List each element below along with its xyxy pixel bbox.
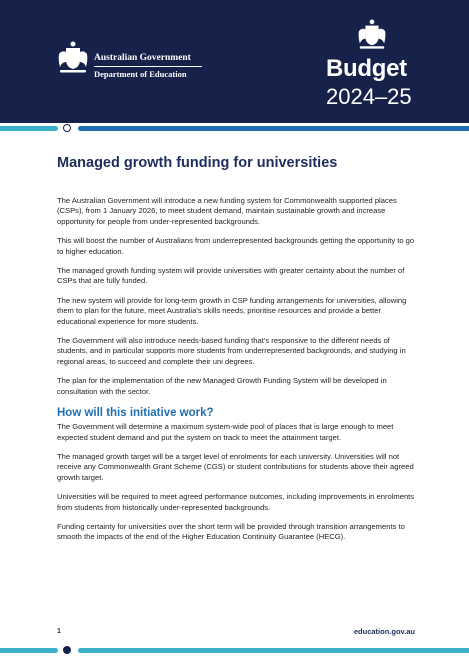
section-paragraph: The managed growth target will be a target level of enrolments for each university. Universities will not receive any Commonwealth Grant Scheme (CGS) or student contributions for students above their agreed growth target. — [57, 451, 414, 482]
budget-label: Budget — [326, 55, 407, 82]
wordmark-divider — [94, 66, 202, 67]
section-paragraph: Universities will be required to meet agreed performance outcomes, including improvements in enrolments from students from historically under-represented backgrounds. — [57, 492, 415, 512]
department-name: Department of Education — [94, 69, 187, 79]
page-number: 1 — [57, 628, 61, 635]
section-heading: How will this initiative work? — [57, 407, 214, 420]
header-band-dot — [63, 124, 71, 132]
footer-band-left — [0, 648, 58, 653]
intro-paragraph: The plan for the implementation of the new Managed Growth Funding System will be developed in consultation with the sector. — [57, 376, 387, 396]
government-wordmark — [94, 53, 202, 79]
intro-paragraph: This will boost the number of Australians from underrepresented backgrounds getting the opportunity to go to higher education. — [57, 236, 415, 256]
intro-paragraph: The managed growth funding system will provide universities with greater certainty about the number of CSPs that are fully funded. — [57, 266, 405, 286]
page-title: Managed growth funding for universities — [57, 155, 338, 171]
header-banner — [0, 0, 469, 123]
coat-of-arms-icon — [357, 18, 387, 52]
document-body — [57, 196, 415, 552]
section-paragraph: The Government will determine a maximum system-wide pool of places that is large enough to meet expected student demand and put the system on track to meet the attainment target. — [57, 422, 394, 442]
coat-of-arms-icon — [57, 40, 89, 76]
government-name: Australian Government — [94, 53, 191, 63]
footer-band-dot — [63, 646, 71, 654]
header-band-right — [78, 126, 469, 131]
footer-link[interactable]: education.gov.au — [353, 627, 415, 636]
intro-paragraph: The Australian Government will introduce a new funding system for Commonwealth supported places (CSPs), from 1 January 2026, to meet student demand, maintain sustainable growth and increase opportunity for people from under-represented backgrounds. — [57, 196, 397, 226]
intro-paragraph: The Government will also introduce needs-based funding that’s responsive to the different needs of students, and in particular supports more students from underrepresented backgrounds, and studying in regional areas, to succeed and complete their uni degrees. — [57, 336, 406, 366]
section-paragraph: Funding certainty for universities over the short term will be provided through transition arrangements to smooth the impacts of the end of the Higher Education Continuity Guarantee (HECG). — [57, 521, 405, 542]
intro-paragraph: The new system will provide for long-term growth in CSP funding arrangements for universities, allowing them to plan for the future, meet Australia’s skills needs, prioritise resources and provide a better educational experience for more students. — [57, 295, 407, 326]
footer-band-right — [78, 648, 469, 653]
header-band-left — [0, 126, 58, 131]
budget-year: 2024–25 — [326, 84, 412, 109]
